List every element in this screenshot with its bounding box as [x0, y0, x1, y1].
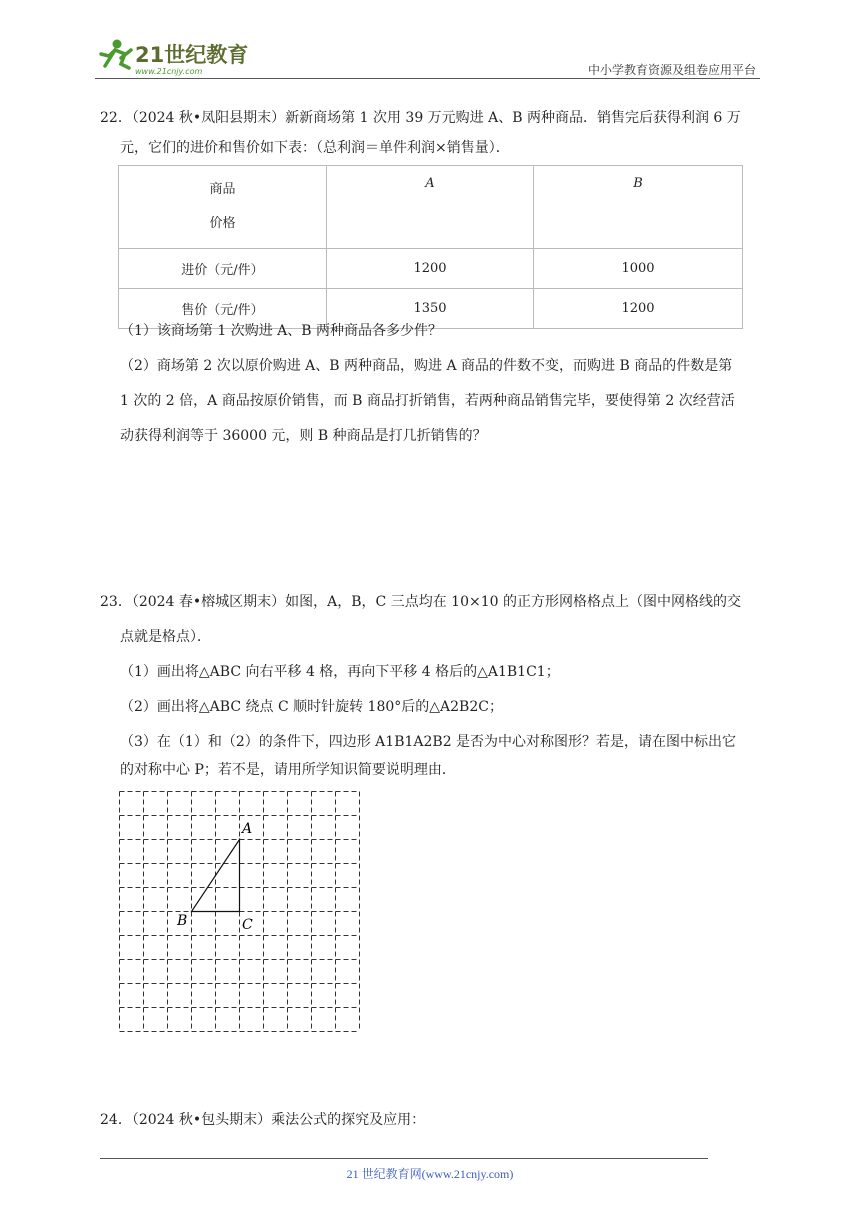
q22-line1: 22．（2024 秋•凤阳县期末）新新商场第 1 次用 39 万元购进 A、B 两种商品．销售完后获得利润 6 万 [100, 110, 741, 126]
logo-graphic [95, 36, 265, 78]
row-label: 进价（元/件） [119, 249, 327, 289]
cell-a: 1200 [327, 249, 534, 289]
cell-b: 1200 [534, 289, 743, 329]
site-logo [95, 36, 265, 78]
grid-figure [119, 791, 360, 1032]
q22-part1: （1）该商场第 1 次购进 A、B 两种商品各多少件？ [120, 323, 443, 339]
point-b-label: B [177, 913, 188, 929]
q23-part3-line1: （3）在（1）和（2）的条件下，四边形 A1B1A2B2 是否为中心对称图形？若是，请在图中标出它 [120, 734, 737, 750]
footer-divider [100, 1158, 708, 1159]
q23-part3-line2: 的对称中心 P；若不是，请用所学知识简要说明理由． [120, 762, 456, 778]
q23-part1: （1）画出将△ABC 向右平移 4 格，再向下平移 4 格后的△A1B1C1； [120, 664, 560, 680]
header-divider [95, 78, 760, 79]
cell-a: 1350 [327, 289, 534, 329]
header-price-label: 价格 [209, 216, 236, 231]
point-a-label: A [242, 821, 253, 837]
q23-line1: 23．（2024 春•榕城区期末）如图，A，B，C 三点均在 10×10 的正方形网格格点上（图中网格线的交 [100, 594, 741, 610]
q22-part2-line2: 1 次的 2 倍，A 商品按原价销售，而 B 商品打折销售，若两种商品销售完毕，要使得第 2 次经营活 [120, 393, 735, 409]
q22-line2: 元，它们的进价和售价如下表：（总利润＝单件利润×销售量）． [120, 140, 510, 156]
cell-b: 1000 [534, 249, 743, 289]
footer-site-text: 21 世纪教育网(www.21cnjy.com) [346, 1167, 514, 1181]
q22-part2-line3: 动获得利润等于 36000 元，则 B 种商品是打几折销售的？ [120, 428, 487, 444]
q24-line1: 24．（2024 秋•包头期末）乘法公式的探究及应用： [100, 1112, 426, 1128]
table-row [119, 249, 743, 289]
q23-line2: 点就是格点）． [120, 629, 211, 645]
header-platform-text: 中小学教育资源及组卷应用平台 [587, 63, 756, 77]
row-label: 售价（元/件） [119, 289, 327, 329]
point-c-label: C [242, 917, 253, 933]
table-header-cell [119, 166, 327, 249]
col-header-a: A [327, 166, 534, 249]
square-grid [119, 791, 360, 1032]
logo-url: www.21cnjy.com [135, 67, 203, 76]
logo-title: 21世纪教育 [135, 43, 249, 67]
q23-part2: （2）画出将△ABC 绕点 C 顺时针旋转 180°后的△A2B2C； [120, 699, 503, 715]
price-table [118, 165, 743, 329]
col-header-b: B [534, 166, 743, 249]
header-goods-label: 商品 [209, 182, 236, 197]
q22-part2-line1: （2）商场第 2 次以原价购进 A、B 两种商品，购进 A 商品的件数不变，而购进 B 商品的件数是第 [120, 358, 733, 374]
